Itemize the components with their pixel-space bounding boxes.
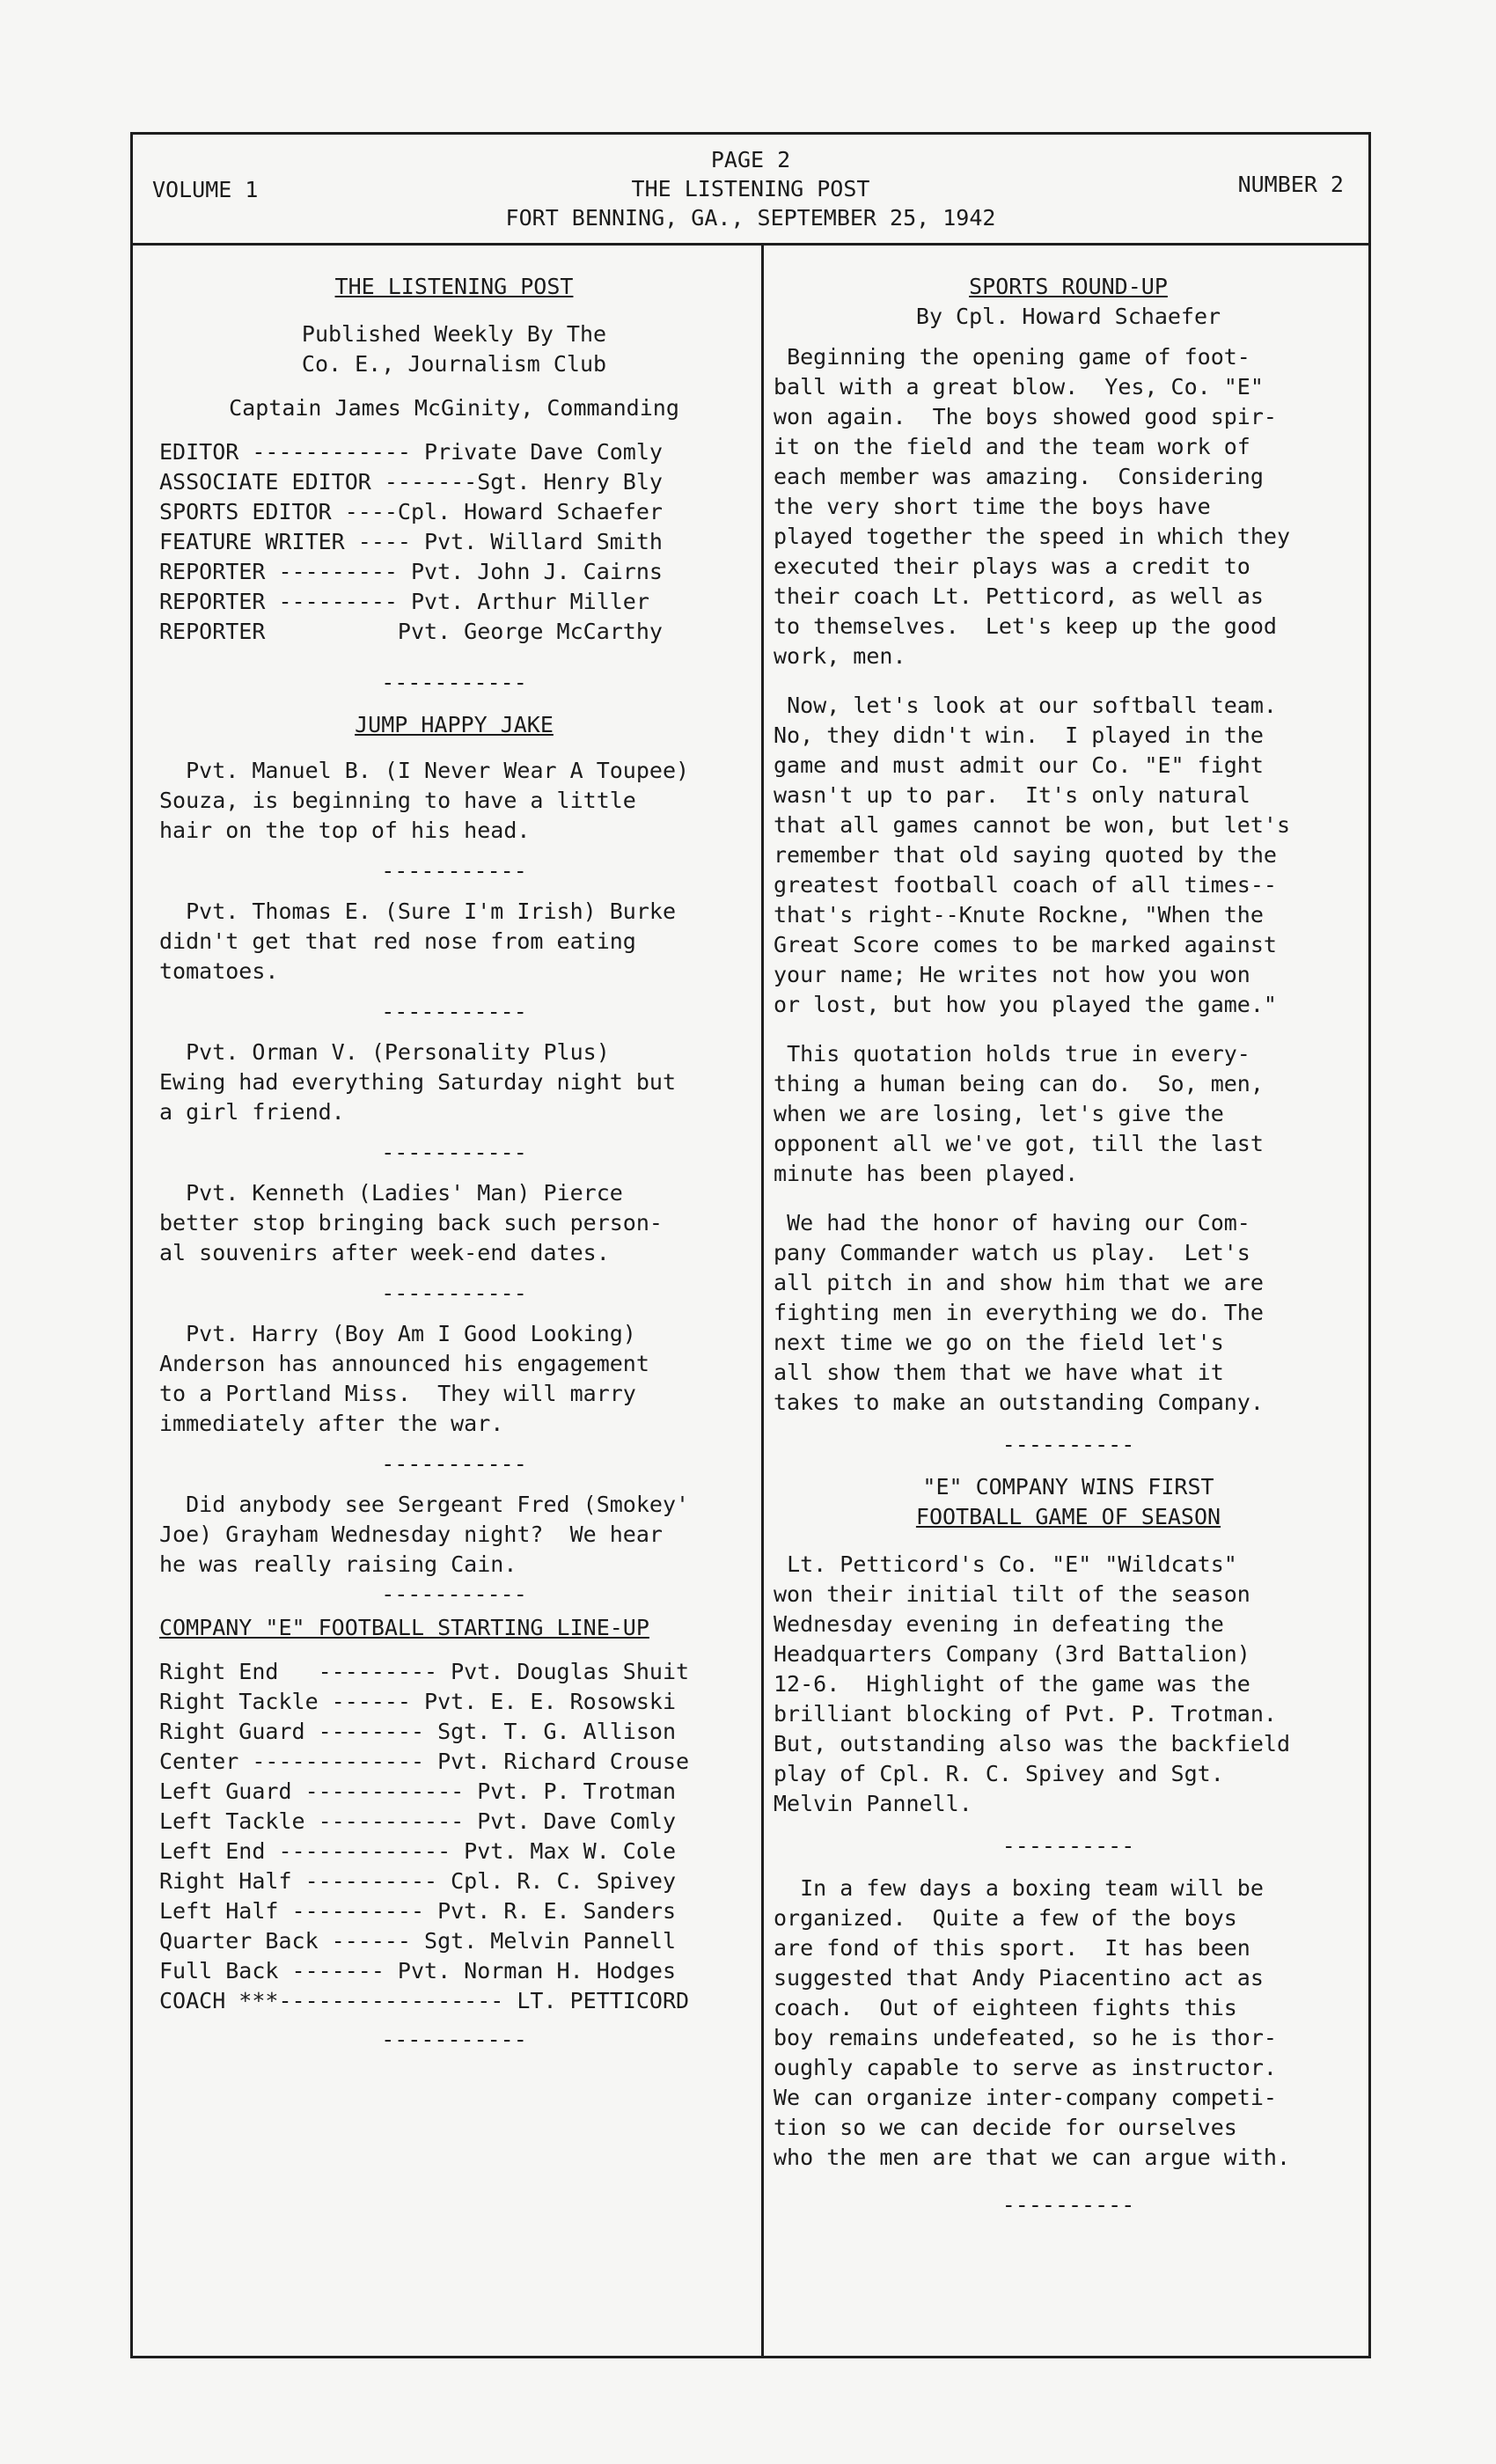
gossip-item: Pvt. Kenneth (Ladies' Man) Pierce better stop bringing back such person- al souvenirs after week-end dates.	[159, 1180, 663, 1265]
place-date: FORT BENNING, GA., SEPTEMBER 25, 1942	[505, 205, 996, 231]
separator: -----------	[381, 1581, 527, 1607]
sports-paragraph: We had the honor of having our Com- pany Commander watch us play. Let's all pitch in and show him that we are fighting men in everything we do. The next time we go on the field let's all show them that we have what it takes to make an outstanding Company.	[774, 1210, 1264, 1415]
lineup-row: Full Back ------- Pvt. Norman H. Hodges	[159, 1958, 676, 1984]
separator: -----------	[381, 858, 527, 884]
staff-item: ASSOCIATE EDITOR -------Sgt. Henry Bly	[159, 469, 663, 495]
staff-item: SPORTS EDITOR ----Cpl. Howard Schaefer	[159, 499, 663, 524]
sports-paragraph: Now, let's look at our softball team. No, they didn't win. I played in the game and must admit our Co. "E" fight wasn't up to par. It's only natural that all games cannot be won, but let's remember that old saying quoted by the greatest football coach of all times-- that's right--Knute Rockne, "When the Great Score comes to be marked against your name; He writes not how you won or lost, but how you played the game."	[774, 693, 1290, 1017]
wins-title-line-1: "E" COMPANY WINS FIRST	[922, 1474, 1214, 1500]
lineup-row: Right Tackle ------ Pvt. E. E. Rosowski	[159, 1689, 676, 1714]
lineup-title: COMPANY "E" FOOTBALL STARTING LINE-UP	[159, 1615, 649, 1640]
separator: ----------	[1001, 1432, 1135, 1457]
lineup-row: Left Half ---------- Pvt. R. E. Sanders	[159, 1898, 676, 1924]
staff-item: REPORTER Pvt. George McCarthy	[159, 619, 663, 644]
gossip-item: Pvt. Harry (Boy Am I Good Looking) Anderson has announced his engagement to a Portland Miss. They will marry immediately after the war.	[159, 1321, 649, 1436]
header-center	[133, 145, 1368, 232]
wins-title-line-2: FOOTBALL GAME OF SEASON	[915, 1504, 1221, 1529]
page-header	[133, 135, 1368, 246]
page-number: PAGE 2	[710, 147, 791, 172]
left-column	[159, 246, 749, 2055]
issue-number: NUMBER 2	[1237, 172, 1344, 197]
staff-item: FEATURE WRITER ---- Pvt. Willard Smith	[159, 529, 663, 554]
lineup-row: Left Guard ------------ Pvt. P. Trotman	[159, 1778, 676, 1804]
page-frame	[130, 132, 1371, 2358]
staff-item: EDITOR ------------ Private Dave Comly	[159, 439, 663, 465]
lineup-row: Right End --------- Pvt. Douglas Shuit	[159, 1659, 690, 1684]
wins-paragraph: Lt. Petticord's Co. "E" "Wildcats" won their initial tilt of the season Wednesday evening in defeating the Headquarters Company (3rd Battalion) 12-6. Highlight of the game was the brilliant blocking of Pvt. P. Trotman. But, outstanding also was the backfield play of Cpl. R. C. Spivey and Sgt. Melvin Pannell.	[774, 1551, 1290, 1816]
staff-item: REPORTER --------- Pvt. John J. Cairns	[159, 559, 663, 584]
right-column	[774, 246, 1363, 2220]
separator: -----------	[381, 999, 527, 1024]
gossip-item: Pvt. Orman V. (Personality Plus) Ewing had everything Saturday night but a girl friend.	[159, 1039, 676, 1125]
lineup-row: Right Half ---------- Cpl. R. C. Spivey	[159, 1868, 676, 1894]
separator: -----------	[381, 1140, 527, 1165]
gossip-item: Did anybody see Sergeant Fred (Smokey' Joe) Grayham Wednesday night? We hear he was really raising Cain.	[159, 1492, 690, 1577]
separator: ----------	[1001, 2192, 1135, 2218]
separator: -----------	[381, 1280, 527, 1306]
captain-line: Captain James McGinity, Commanding	[229, 395, 679, 421]
paper-name: THE LISTENING POST	[631, 176, 870, 202]
separator: -----------	[381, 2027, 527, 2052]
staff-list	[159, 437, 749, 647]
volume-label: VOLUME 1	[152, 177, 259, 202]
sports-paragraph: This quotation holds true in every- thing a human being can do. So, men, when we are losing, let's give the opponent all we've got, till the last minute has been played.	[774, 1041, 1264, 1186]
gossip-item: Pvt. Manuel B. (I Never Wear A Toupee) Souza, is beginning to have a little hair on the top of his head.	[159, 758, 690, 843]
sports-byline: By Cpl. Howard Schaefer	[915, 304, 1221, 329]
published-line-1: Published Weekly By The	[301, 321, 607, 347]
gossip-item: Pvt. Thomas E. (Sure I'm Irish) Burke didn't get that red nose from eating tomatoes.	[159, 898, 677, 984]
sports-paragraph: Beginning the opening game of foot- ball with a great blow. Yes, Co. "E" won again. The boys showed good spir- it on the field and the team work of each member was amazing. Considering the very short time the boys have played together the speed in which they executed their plays was a credit to their coach Lt. Petticord, as well as to themselves. Let's keep up the good work, men.	[774, 344, 1290, 669]
staff-item: REPORTER --------- Pvt. Arthur Miller	[159, 589, 649, 614]
lineup-row: Center ------------- Pvt. Richard Crouse	[159, 1749, 690, 1774]
published-line-2: Co. E., Journalism Club	[301, 351, 607, 377]
sports-title: SPORTS ROUND-UP	[969, 274, 1168, 299]
lineup-list	[159, 1657, 749, 2016]
column-divider	[761, 246, 764, 2356]
lineup-row: Left Tackle ----------- Pvt. Dave Comly	[159, 1808, 676, 1834]
lineup-row: COACH ***----------------- LT. PETTICORD	[159, 1988, 690, 2013]
separator: -----------	[381, 670, 527, 695]
separator: ----------	[1001, 1833, 1135, 1859]
lineup-row: Left End ------------- Pvt. Max W. Cole	[159, 1838, 676, 1864]
boxing-paragraph: In a few days a boxing team will be organized. Quite a few of the boys are fond of this sport. It has been suggested that Andy Piacentino act as coach. Out of eighteen fights this boy remains undefeated, so he is thor- oughly capable to serve as instructor. We can organize inter-company competi- tion so we can decide for ourselves who the men are that we can argue with.	[774, 1875, 1290, 2170]
jump-happy-jake-title: JUMP HAPPY JAKE	[355, 712, 554, 737]
lineup-row: Quarter Back ------ Sgt. Melvin Pannell	[159, 1928, 676, 1954]
separator: -----------	[381, 1451, 527, 1477]
masthead-title: THE LISTENING POST	[334, 274, 574, 299]
lineup-row: Right Guard -------- Sgt. T. G. Allison	[159, 1719, 676, 1744]
